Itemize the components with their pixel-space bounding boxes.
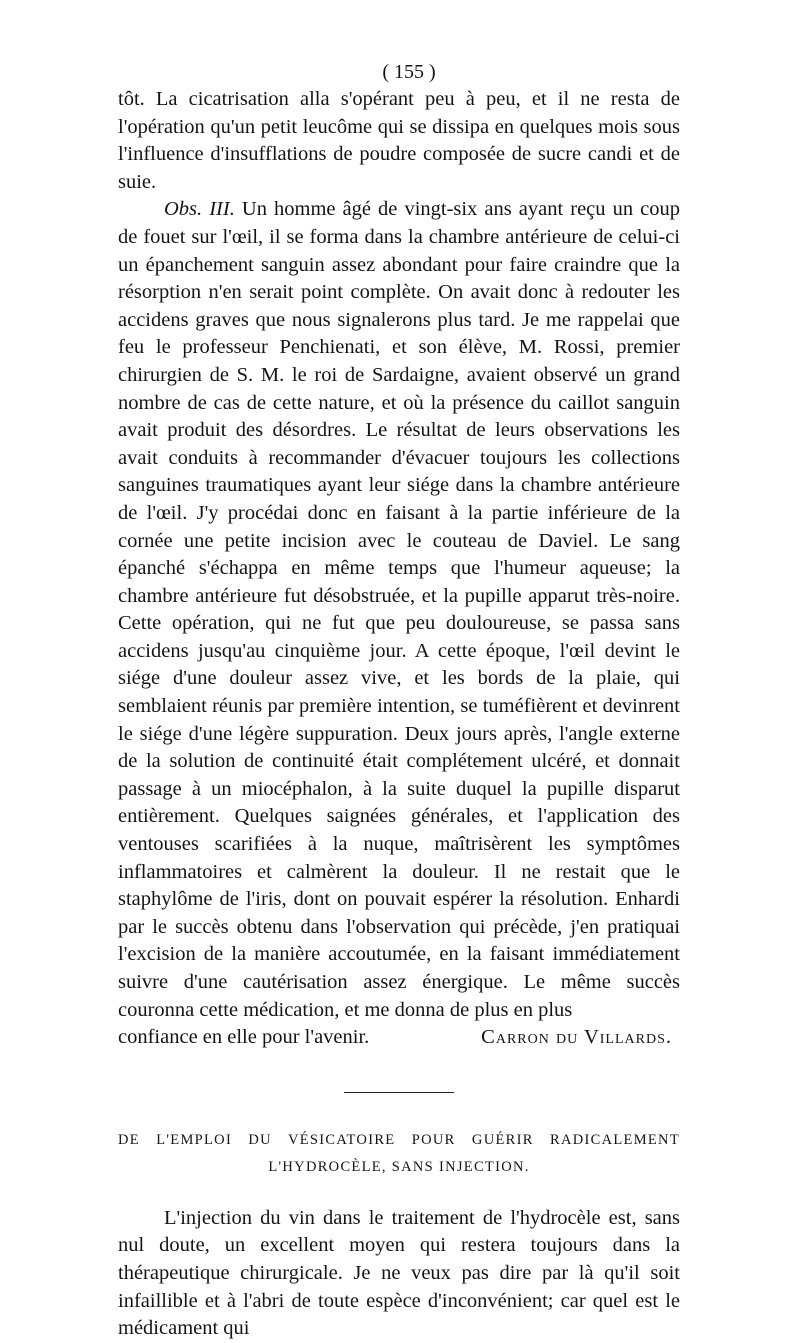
section-paragraph: L'injection du vin dans le traitement de l'hydrocèle est, sans nul doute, un excellent moyen qui restera toujours dans la thérapeutique chirurgicale. Je ne veux pas dire par là qu'il soit infaillible et à l'abri de toute espèce d'inconvénient; car quel est le médicament qui [118, 1206, 680, 1340]
section-heading-line2: L'HYDROCÈLE, SANS INJECTION. [268, 1158, 530, 1175]
section-heading [118, 1127, 680, 1181]
page-number: ( 155 ) [382, 61, 436, 83]
observation-signature-line [118, 1024, 680, 1052]
observation-paragraph [118, 196, 680, 1024]
section-divider [344, 1092, 454, 1093]
book-page [118, 58, 680, 1343]
continuation-paragraph: tôt. La cicatrisation alla s'opérant peu à peu, et il ne resta de l'opération qu'un petit leucôme qui se dissipa en quelques mois sous l'influence d'insufflations de poudre composée de sucre candi et de suie. [118, 88, 680, 193]
observation-label: Obs. III. [164, 198, 235, 221]
author-signature: Carron du Villards. [481, 1026, 672, 1049]
observation-text: Un homme âgé de vingt-six ans ayant reçu un coup de fouet sur l'œil, il se forma dans la chambre antérieure de celui-ci un épanchement sanguin assez abondant pour faire craindre que la résorption n'en serait point complète. On avait donc à redouter les accidens graves que nous signalerons plus tard. Je me rappelai que feu le professeur Penchienati, et son élève, M. Rossi, premier chirurgien de S. M. le roi de Sardaigne, avaient observé un grand nombre de cas de cette nature, et où la présence du caillot sanguin avait produit des désordres. Le résultat de leurs observations les avait conduits à recommander d'évacuer toujours les collections sanguines traumatiques ayant leur siége dans la chambre antérieure de l'œil. J'y procédai donc en faisant à la partie inférieure de la cornée une petite incision avec le couteau de Daviel. Le sang épanché s'échappa en même temps que l'humeur aqueuse; la chambre antérieure fut désobstruée, et la pupille apparut très-noire. Cette opération, qui ne fut que peu douloureuse, se passa sans accidens jusqu'au cinquième jour. A cette époque, l'œil devint le siége d'une douleur assez vive, et les bords de la plaie, qui semblaient réunis par première intention, se tuméfièrent et devinrent le siége d'une légère suppuration. Deux jours après, l'angle externe de la solution de continuité était complétement ulcéré, et donnait passage à un miocéphalon, à la suite duquel la pupille disparut entièrement. Quelques saignées générales, et l'application des ventouses scarifiées à la nuque, maîtrisèrent les symptômes inflammatoires et calmèrent la douleur. Il ne restait que le staphylôme de l'iris, dont on pouvait espérer la résolution. Enhardi par le succès obtenu dans l'observation qui précède, j'en pratiquai l'excision de la manière accoutumée, en la faisant immédiatement suivre d'une cautérisation assez énergique. Le même succès couronna cette médication, et me donna de plus en plus [118, 198, 681, 1021]
observation-last-line: confiance en elle pour l'avenir. [118, 1026, 370, 1049]
section-heading-line1: DE L'EMPLOI DU VÉSICATOIRE POUR GUÉRIR RADICALEMENT [118, 1131, 680, 1148]
